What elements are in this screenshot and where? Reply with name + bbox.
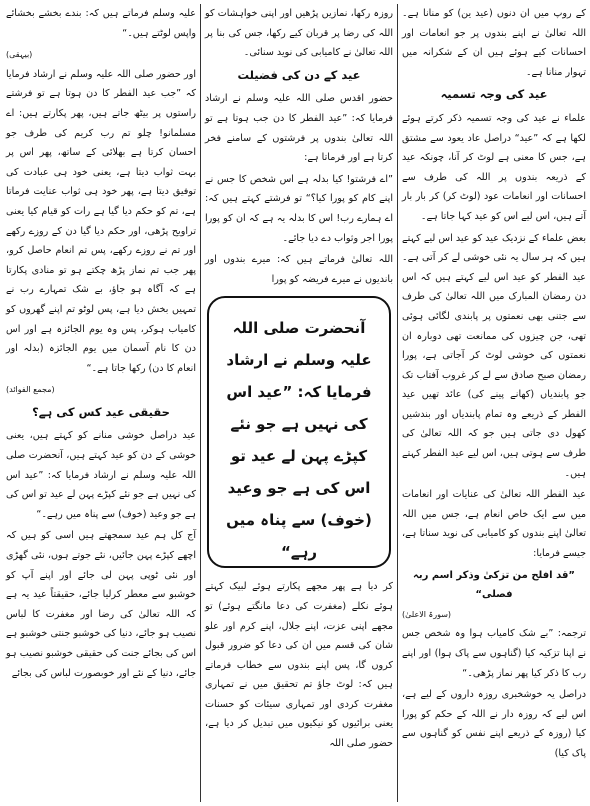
column-divider [397, 4, 398, 802]
verse-reference: (سورۃ الاعلیٰ) [402, 609, 452, 619]
paragraph: علماء نے عید کی وجہ تسمیہ ذکر کرتے ہوئے لکھا ہے کہ ”عید“ دراصل عاد یعود سے مشتق ہے، جس کا معنی ہے لوٹ کر آنا، چونکہ عید کے ذریعہ بندوں پر اللہ کی طرف سے احسانات اور انعامات عود (لوٹ کر) کر بار بار آتے ہیں، اس لیے اس کو عید کہا جاتا ہے۔ [402, 112, 586, 222]
right-column [402, 4, 586, 766]
paragraph: کر دیا ہے پھر مجھے پکارتے ہوئے لبیک کہتے ہوئے نکلے (مغفرت کی دعا مانگتے ہوئے) تو مجھے اپنی عزت، اپنے جلال، اپنے کرم اور علو شان کی قسم میں ان کی دعا کو ضرور قبول کروں گا، پس اپنے بندوں سے خطاب فرماتے ہیں کہ: لوٹ جاؤ تم تحقیق میں نے تمہاری مغفرت کردی اور تمہاری سیئات کو حسنات یعنی برائیوں کو نیکیوں میں تبدیل کر دیا ہے، حضور صلی اللہ [205, 581, 393, 750]
highlight-box [207, 296, 391, 568]
highlight-quote: آنحضرت صلی اللہ علیہ وسلم نے ارشاد فرمایا کہ: ”عید اس کی نہیں ہے جو نئے کپڑے پہن لے عید تو اس کی ہے جو وعید (خوف) سے پناہ میں رہے“ [226, 319, 372, 561]
paragraph: عید الفطر اللہ تعالیٰ کی عنایات اور انعامات میں سے ایک خاص انعام ہے، جس میں اللہ تعالیٰ اپنے بندوں کو کامیابی کی نوید سناتا ہے، جیسے فرمایا: [402, 489, 586, 560]
left-column [6, 4, 196, 685]
paragraph: بعض علماء کے نزدیک عید کو عید اس لیے کہتے ہیں کہ ہر سال یہ نئی خوشی لے کر آتی ہے۔ عید الفطر کو عید اس لیے کہتے ہیں کہ اس دن رمضان المبارک میں اللہ تعالیٰ کی طرف سے جتنی بھی نعمتوں پر پابندی لگائی ہوئی تھی، جن چیزوں کی ممانعت تھی دوبارہ ان نعمتوں کی خوشی لوٹ کر آجاتی ہے، پورا رمضان صبح صادق سے لے کر غروب آفتاب تک جو پابندیاں (کھانے پینے کی) عائد تھیں عید الفطر کے ذریعے وہ تمام پابندیاں اور بندشیں کھول دی جاتی ہیں جو کہ اللہ تعالیٰ کی طرف سے ہوتی ہیں، اس لیے عید الفطر کہتے ہیں۔ [402, 232, 586, 479]
paragraph: آج کل ہم عید سمجھتے ہیں اسی کو ہیں کہ اچھے کپڑے پہن جائیں، نئے جوتے ہوں، نئی گھڑی اور نئی ٹوپی پہن لی جائے اور اپنے آپ کو خوشبو سے معطر کرلیا جائے، حقیقتاً عید یہ ہے کہ اللہ تعالیٰ کی رضا اور مغفرت کا لباس نصیب ہو جائے، دنیا کی خوشبو جنتی خوشبو ہے اس کی بجائے جنت کی حقیقی خوشبو نصیب ہو جائے، دنیا کے نئے اور خوبصورت لباس کی بجائے [6, 530, 196, 679]
section-heading: حقیقی عید کس کی ہے؟ [32, 404, 170, 419]
paragraph: اللہ تعالیٰ فرماتے ہیں کہ: میرے بندوں اور باندیوں نے میرے فریضہ کو پورا [205, 254, 393, 285]
hadith-reference: (بیہقی) [6, 50, 33, 60]
section-heading: عید کے دن کی فضیلت [237, 67, 361, 82]
paragraph: اور حضور صلی اللہ علیہ وسلم نے ارشاد فرمایا کہ ”جب عید الفطر کا دن ہوتا ہے تو فرشتے راستوں پر بیٹھ جاتے ہیں، پھر پکارتے ہیں: اے مسلمانو! چلو تم رب کریم کی طرف جو احسان کرتا ہے بھلائی کے ساتھ، پھر اس پر بہت ثواب دیتا ہے، یعنی خود ہی عبادت کی توفیق دیتا ہے، پھر خود ہی ثواب عنایت فرماتا ہے، تم کو حکم دیا گیا ہے رات کو قیام کیا یعنی تراویح پڑھی، اور حکم دیا گیا دن کے روزے رکھے اور تم نے روزے رکھے، پس تم انعام حاصل کرو، پھر جب تم نماز پڑھ چکتے ہو تو منادی پکارتا ہے کہ آگاہ ہو جاؤ، بے شک تمہارے رب نے تمہیں بخش دیا ہے، پس لوٹو تم اپنے گھروں کو کامیاب ہوکر، پس وہ یوم الجائزہ ہے اور اس دن کا نام آسمان میں یوم الجائزہ (بدلہ اور انعام کا دن) رکھا جاتا ہے۔“ [6, 68, 196, 374]
paragraph: ترجمہ: ”بے شک کامیاب ہوا وہ شخص جس نے اپنا تزکیہ کیا (گناہوں سے پاک ہوا) اور اپنے رب کا ذکر کیا پھر نماز پڑھی۔“ [402, 628, 586, 679]
quran-verse: ”قد افلح من تزکیٰ وذکر اسم ربہ فصلی“ [412, 569, 575, 601]
paragraph: عید دراصل خوشی منانے کو کہتے ہیں، یعنی خوشی کے دن کو عید کہتے ہیں، آنحضرت صلی اللہ علیہ وسلم نے ارشاد فرمایا کہ: ”عید اس کی نہیں ہے جو نئے کپڑے پہن لے عید تو اس کی ہے جو وعید (خوف) سے پناہ میں رہے۔“ [6, 430, 196, 520]
paragraph: کے روپ میں ان دنوں (عید ین) کو منانا ہے۔ اللہ تعالیٰ نے اپنے بندوں پر جو انعامات اور احسانات کیے ہوئے ہیں ان کے شکرانہ میں تہوار منانا ہے۔ [402, 8, 586, 78]
paragraph: روزہ رکھا، نمازیں پڑھیں اور اپنی خواہشات کو اللہ کی رضا پر قربان کیے رکھا، جس کی بنا پر اللہ تعالیٰ نے کامیابی کی نوید سنائی۔ [205, 8, 393, 59]
section-heading: عید کی وجہ تسمیہ [440, 87, 548, 102]
paragraph: ”اے فرشتو! کیا بدلہ ہے اس شخص کا جس نے اپنے کام کو پورا کیا؟“ تو فرشتے کہتے ہیں کہ: اے ہمارے رب! اس کا بدلہ یہ ہے کہ ان کو پورا پورا اجر وثواب دے دیا جائے۔ [205, 173, 393, 244]
paragraph: علیہ وسلم فرماتے ہیں کہ: بندے بخشے بخشائے واپس لوٹتے ہیں۔“ [6, 8, 196, 39]
paragraph: دراصل یہ خوشخبری روزہ داروں کے لیے ہے، اس لیے کہ روزہ دار نے اللہ کے حکم کو پورا کیا (روزہ کے ذریعے اپنے نفس کو گناہوں سے پاک کیا) [402, 689, 586, 759]
paragraph: حضور اقدس صلی اللہ علیہ وسلم نے ارشاد فرمایا کہ: ”عید الفطر کا دن جب ہوتا ہے تو اللہ تعالیٰ بندوں پر فرشتوں کے سامنے فخر کرتا ہے اور فرماتا ہے: [205, 93, 393, 164]
hadith-reference: (مجمع الفوائد) [6, 385, 55, 395]
column-divider [200, 4, 201, 802]
